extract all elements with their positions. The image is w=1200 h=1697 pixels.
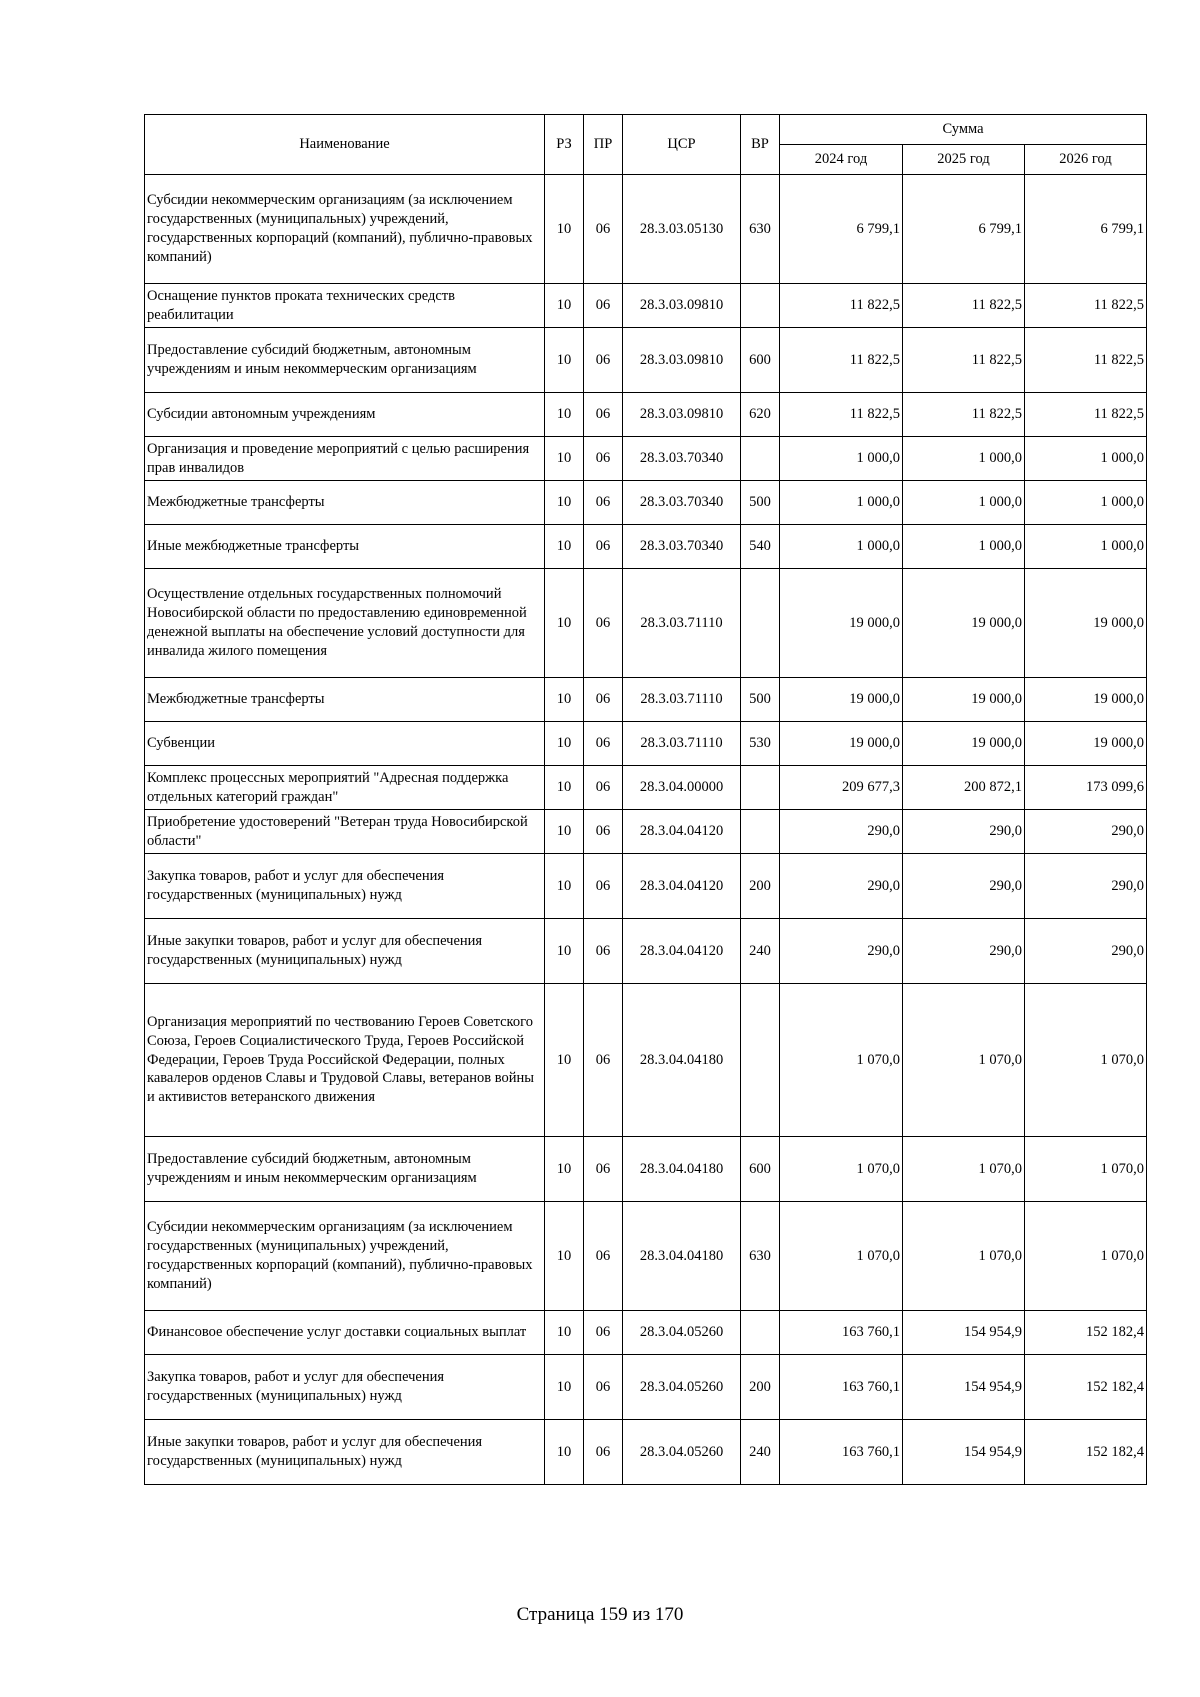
header-sum: Сумма <box>780 115 1147 145</box>
row-2026-cell: 19 000,0 <box>1025 678 1147 722</box>
row-csr-cell: 28.3.03.70340 <box>623 437 741 481</box>
row-rz-cell: 10 <box>545 854 584 919</box>
row-vr-cell: 540 <box>741 525 780 569</box>
row-pr-cell: 06 <box>584 393 623 437</box>
row-name-cell: Предоставление субсидий бюджетным, автономным учреждениям и иным некоммерческим организациям <box>145 1137 545 1202</box>
header-year-2024: 2024 год <box>780 145 903 175</box>
row-2025-cell: 6 799,1 <box>903 175 1025 284</box>
table-row <box>145 766 1147 810</box>
row-2024-cell: 19 000,0 <box>780 678 903 722</box>
row-pr-cell: 06 <box>584 1311 623 1355</box>
header-year-2025: 2025 год <box>903 145 1025 175</box>
row-vr-cell <box>741 284 780 328</box>
row-2026-cell: 152 182,4 <box>1025 1311 1147 1355</box>
row-pr-cell: 06 <box>584 678 623 722</box>
row-pr-cell: 06 <box>584 984 623 1137</box>
budget-table <box>144 114 1147 1485</box>
row-name-cell: Организация и проведение мероприятий с целью расширения прав инвалидов <box>145 437 545 481</box>
row-2026-cell: 1 070,0 <box>1025 1202 1147 1311</box>
row-name-cell: Субвенции <box>145 722 545 766</box>
row-rz-cell: 10 <box>545 175 584 284</box>
row-name-cell: Осуществление отдельных государственных полномочий Новосибирской области по предоставлению единовременной денежной выплаты на обеспечение условий доступности для инвалида жилого помещения <box>145 569 545 678</box>
row-2024-cell: 290,0 <box>780 919 903 984</box>
row-pr-cell: 06 <box>584 1355 623 1420</box>
row-pr-cell: 06 <box>584 525 623 569</box>
row-name-cell: Закупка товаров, работ и услуг для обеспечения государственных (муниципальных) нужд <box>145 1355 545 1420</box>
table-row <box>145 678 1147 722</box>
table-row <box>145 919 1147 984</box>
row-rz-cell: 10 <box>545 1202 584 1311</box>
row-2026-cell: 290,0 <box>1025 854 1147 919</box>
row-2025-cell: 19 000,0 <box>903 722 1025 766</box>
row-rz-cell: 10 <box>545 328 584 393</box>
row-2024-cell: 11 822,5 <box>780 393 903 437</box>
row-pr-cell: 06 <box>584 328 623 393</box>
row-pr-cell: 06 <box>584 1137 623 1202</box>
row-2025-cell: 154 954,9 <box>903 1311 1025 1355</box>
row-name-cell: Межбюджетные трансферты <box>145 481 545 525</box>
table-row <box>145 481 1147 525</box>
row-csr-cell: 28.3.04.04120 <box>623 810 741 854</box>
row-pr-cell: 06 <box>584 810 623 854</box>
row-vr-cell: 630 <box>741 1202 780 1311</box>
row-2025-cell: 154 954,9 <box>903 1355 1025 1420</box>
row-pr-cell: 06 <box>584 766 623 810</box>
row-2026-cell: 1 000,0 <box>1025 481 1147 525</box>
row-name-cell: Финансовое обеспечение услуг доставки социальных выплат <box>145 1311 545 1355</box>
row-vr-cell: 240 <box>741 919 780 984</box>
table-row <box>145 1355 1147 1420</box>
row-csr-cell: 28.3.03.71110 <box>623 678 741 722</box>
row-vr-cell: 630 <box>741 175 780 284</box>
header-rz: РЗ <box>545 115 584 175</box>
table-row <box>145 1420 1147 1485</box>
row-rz-cell: 10 <box>545 1355 584 1420</box>
row-rz-cell: 10 <box>545 810 584 854</box>
table-row <box>145 1311 1147 1355</box>
row-csr-cell: 28.3.03.71110 <box>623 722 741 766</box>
row-rz-cell: 10 <box>545 919 584 984</box>
row-name-cell: Комплекс процессных мероприятий "Адресная поддержка отдельных категорий граждан" <box>145 766 545 810</box>
row-pr-cell: 06 <box>584 1202 623 1311</box>
row-rz-cell: 10 <box>545 1311 584 1355</box>
row-vr-cell: 500 <box>741 481 780 525</box>
header-pr: ПР <box>584 115 623 175</box>
row-2025-cell: 154 954,9 <box>903 1420 1025 1485</box>
row-csr-cell: 28.3.04.04120 <box>623 919 741 984</box>
row-2026-cell: 19 000,0 <box>1025 722 1147 766</box>
row-2025-cell: 290,0 <box>903 919 1025 984</box>
row-name-cell: Оснащение пунктов проката технических средств реабилитации <box>145 284 545 328</box>
row-rz-cell: 10 <box>545 284 584 328</box>
row-csr-cell: 28.3.03.71110 <box>623 569 741 678</box>
row-2026-cell: 6 799,1 <box>1025 175 1147 284</box>
row-2024-cell: 19 000,0 <box>780 722 903 766</box>
row-pr-cell: 06 <box>584 919 623 984</box>
row-name-cell: Иные закупки товаров, работ и услуг для обеспечения государственных (муниципальных) нужд <box>145 1420 545 1485</box>
table-body <box>145 175 1147 1485</box>
row-rz-cell: 10 <box>545 984 584 1137</box>
row-pr-cell: 06 <box>584 854 623 919</box>
table-row <box>145 1137 1147 1202</box>
row-2024-cell: 163 760,1 <box>780 1355 903 1420</box>
row-pr-cell: 06 <box>584 284 623 328</box>
row-rz-cell: 10 <box>545 1137 584 1202</box>
header-vr: ВР <box>741 115 780 175</box>
row-2025-cell: 1 000,0 <box>903 525 1025 569</box>
row-name-cell: Межбюджетные трансферты <box>145 678 545 722</box>
row-2026-cell: 1 000,0 <box>1025 437 1147 481</box>
row-rz-cell: 10 <box>545 766 584 810</box>
row-csr-cell: 28.3.03.70340 <box>623 481 741 525</box>
row-csr-cell: 28.3.04.04120 <box>623 854 741 919</box>
row-vr-cell: 200 <box>741 854 780 919</box>
row-2024-cell: 1 070,0 <box>780 984 903 1137</box>
row-2024-cell: 163 760,1 <box>780 1311 903 1355</box>
row-csr-cell: 28.3.03.70340 <box>623 525 741 569</box>
table-row <box>145 437 1147 481</box>
row-2026-cell: 11 822,5 <box>1025 328 1147 393</box>
table-row <box>145 525 1147 569</box>
row-rz-cell: 10 <box>545 722 584 766</box>
row-name-cell: Приобретение удостоверений "Ветеран труда Новосибирской области" <box>145 810 545 854</box>
row-csr-cell: 28.3.03.09810 <box>623 284 741 328</box>
row-vr-cell: 600 <box>741 1137 780 1202</box>
row-vr-cell: 240 <box>741 1420 780 1485</box>
row-name-cell: Субсидии некоммерческим организациям (за исключением государственных (муниципальных) учреждений, государственных корпораций (компаний), публично-правовых компаний) <box>145 175 545 284</box>
row-name-cell: Иные закупки товаров, работ и услуг для обеспечения государственных (муниципальных) нужд <box>145 919 545 984</box>
row-vr-cell: 530 <box>741 722 780 766</box>
budget-table-container <box>144 114 1146 1485</box>
row-name-cell: Закупка товаров, работ и услуг для обеспечения государственных (муниципальных) нужд <box>145 854 545 919</box>
row-2025-cell: 1 070,0 <box>903 1137 1025 1202</box>
table-row <box>145 854 1147 919</box>
row-pr-cell: 06 <box>584 1420 623 1485</box>
row-rz-cell: 10 <box>545 1420 584 1485</box>
row-csr-cell: 28.3.04.04180 <box>623 1137 741 1202</box>
row-2024-cell: 1 000,0 <box>780 525 903 569</box>
row-vr-cell <box>741 437 780 481</box>
row-2026-cell: 173 099,6 <box>1025 766 1147 810</box>
row-2026-cell: 11 822,5 <box>1025 393 1147 437</box>
row-2024-cell: 1 000,0 <box>780 437 903 481</box>
row-name-cell: Предоставление субсидий бюджетным, автономным учреждениям и иным некоммерческим организациям <box>145 328 545 393</box>
row-2026-cell: 290,0 <box>1025 810 1147 854</box>
row-2024-cell: 209 677,3 <box>780 766 903 810</box>
table-row <box>145 810 1147 854</box>
row-vr-cell <box>741 766 780 810</box>
row-2025-cell: 290,0 <box>903 810 1025 854</box>
row-pr-cell: 06 <box>584 437 623 481</box>
row-pr-cell: 06 <box>584 722 623 766</box>
row-vr-cell: 600 <box>741 328 780 393</box>
row-pr-cell: 06 <box>584 175 623 284</box>
row-rz-cell: 10 <box>545 393 584 437</box>
row-2026-cell: 1 000,0 <box>1025 525 1147 569</box>
row-rz-cell: 10 <box>545 481 584 525</box>
row-vr-cell <box>741 569 780 678</box>
row-2024-cell: 163 760,1 <box>780 1420 903 1485</box>
row-csr-cell: 28.3.04.05260 <box>623 1355 741 1420</box>
page-number: Страница 159 из 170 <box>516 1604 684 1625</box>
row-csr-cell: 28.3.03.09810 <box>623 393 741 437</box>
row-rz-cell: 10 <box>545 569 584 678</box>
row-vr-cell: 200 <box>741 1355 780 1420</box>
row-rz-cell: 10 <box>545 437 584 481</box>
row-2024-cell: 6 799,1 <box>780 175 903 284</box>
row-2025-cell: 1 000,0 <box>903 437 1025 481</box>
row-2025-cell: 11 822,5 <box>903 284 1025 328</box>
table-row <box>145 569 1147 678</box>
row-2025-cell: 19 000,0 <box>903 569 1025 678</box>
row-pr-cell: 06 <box>584 569 623 678</box>
row-name-cell: Субсидии автономным учреждениям <box>145 393 545 437</box>
row-2024-cell: 1 070,0 <box>780 1202 903 1311</box>
row-vr-cell <box>741 984 780 1137</box>
row-csr-cell: 28.3.03.05130 <box>623 175 741 284</box>
row-2025-cell: 290,0 <box>903 854 1025 919</box>
table-row <box>145 328 1147 393</box>
table-header <box>145 115 1147 175</box>
row-csr-cell: 28.3.04.04180 <box>623 1202 741 1311</box>
row-2024-cell: 290,0 <box>780 854 903 919</box>
header-name: Наименование <box>145 115 545 175</box>
table-row <box>145 175 1147 284</box>
row-2025-cell: 1 070,0 <box>903 1202 1025 1311</box>
row-2026-cell: 152 182,4 <box>1025 1420 1147 1485</box>
row-2025-cell: 1 070,0 <box>903 984 1025 1137</box>
row-2024-cell: 1 000,0 <box>780 481 903 525</box>
row-csr-cell: 28.3.03.09810 <box>623 328 741 393</box>
table-row <box>145 1202 1147 1311</box>
table-row <box>145 393 1147 437</box>
row-2024-cell: 19 000,0 <box>780 569 903 678</box>
row-2025-cell: 1 000,0 <box>903 481 1025 525</box>
row-2025-cell: 11 822,5 <box>903 328 1025 393</box>
table-row <box>145 984 1147 1137</box>
table-row <box>145 722 1147 766</box>
table-row <box>145 284 1147 328</box>
header-year-2026: 2026 год <box>1025 145 1147 175</box>
row-2026-cell: 1 070,0 <box>1025 1137 1147 1202</box>
row-2024-cell: 11 822,5 <box>780 284 903 328</box>
row-csr-cell: 28.3.04.04180 <box>623 984 741 1137</box>
row-vr-cell: 620 <box>741 393 780 437</box>
row-vr-cell: 500 <box>741 678 780 722</box>
row-2025-cell: 19 000,0 <box>903 678 1025 722</box>
row-2025-cell: 11 822,5 <box>903 393 1025 437</box>
row-csr-cell: 28.3.04.05260 <box>623 1311 741 1355</box>
row-2024-cell: 1 070,0 <box>780 1137 903 1202</box>
row-vr-cell <box>741 1311 780 1355</box>
row-name-cell: Организация мероприятий по чествованию Героев Советского Союза, Героев Социалистического Труда, Героев Российской Федерации, Героев Труда Российской Федерации, полных кавалеров орденов Славы и Трудовой Славы, ветеранов войны и активистов ветеранского движения <box>145 984 545 1137</box>
row-2026-cell: 1 070,0 <box>1025 984 1147 1137</box>
header-csr: ЦСР <box>623 115 741 175</box>
row-2024-cell: 11 822,5 <box>780 328 903 393</box>
row-2026-cell: 290,0 <box>1025 919 1147 984</box>
row-pr-cell: 06 <box>584 481 623 525</box>
row-name-cell: Субсидии некоммерческим организациям (за исключением государственных (муниципальных) учреждений, государственных корпораций (компаний), публично-правовых компаний) <box>145 1202 545 1311</box>
row-name-cell: Иные межбюджетные трансферты <box>145 525 545 569</box>
row-2025-cell: 200 872,1 <box>903 766 1025 810</box>
row-2026-cell: 152 182,4 <box>1025 1355 1147 1420</box>
row-rz-cell: 10 <box>545 678 584 722</box>
row-csr-cell: 28.3.04.00000 <box>623 766 741 810</box>
row-csr-cell: 28.3.04.05260 <box>623 1420 741 1485</box>
row-2024-cell: 290,0 <box>780 810 903 854</box>
row-vr-cell <box>741 810 780 854</box>
row-2026-cell: 19 000,0 <box>1025 569 1147 678</box>
row-rz-cell: 10 <box>545 525 584 569</box>
row-2026-cell: 11 822,5 <box>1025 284 1147 328</box>
